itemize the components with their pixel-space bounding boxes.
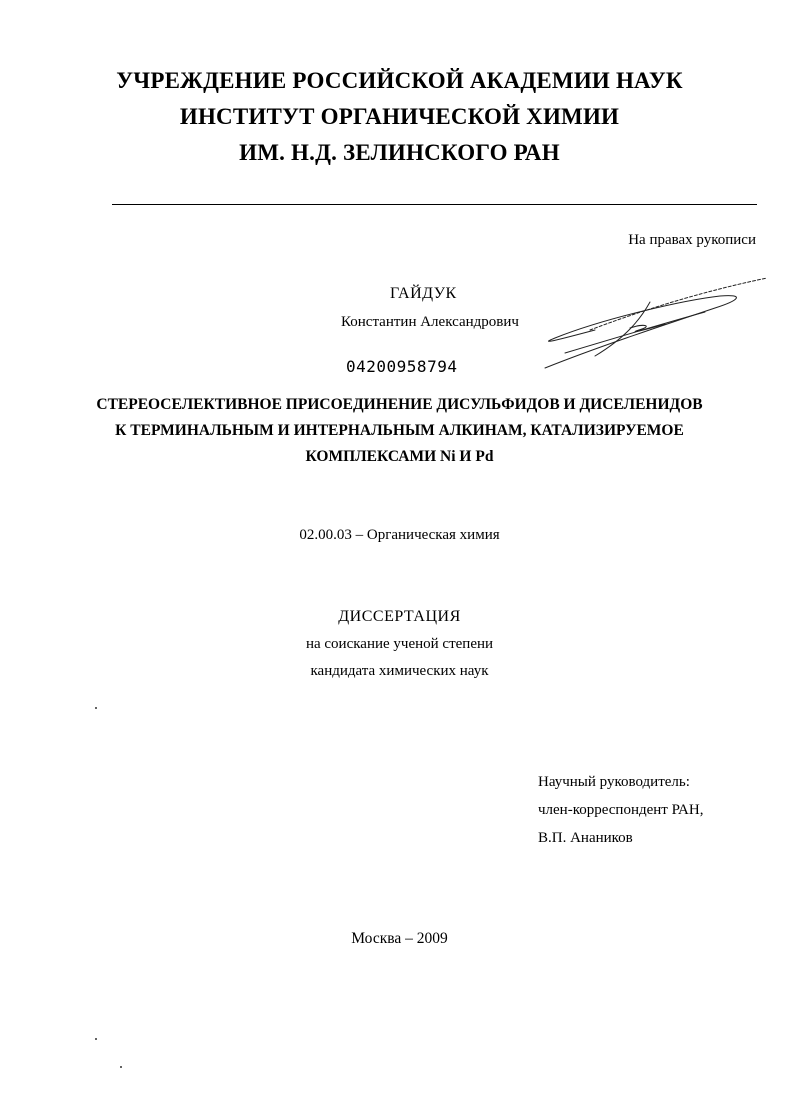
document-type: ДИССЕРТАЦИЯ	[338, 608, 461, 625]
degree-line-2: кандидата химических наук	[310, 663, 489, 679]
supervisor-name: В.П. Анаников	[538, 830, 633, 846]
manuscript-note: На правах рукописи	[628, 232, 756, 248]
supervisor-position: член-корреспондент РАН,	[538, 802, 704, 818]
signature-icon	[535, 268, 775, 378]
scan-speck	[95, 1038, 97, 1040]
stamp-number: 04200958794	[346, 357, 458, 376]
institution-line-3: ИМ. Н.Д. ЗЕЛИНСКОГО РАН	[239, 140, 560, 165]
specialty: 02.00.03 – Органическая химия	[299, 527, 500, 543]
place-date: Москва – 2009	[351, 930, 448, 947]
scan-speck	[120, 1066, 122, 1068]
supervisor-label: Научный руководитель:	[538, 774, 690, 790]
institution-line-2: ИНСТИТУТ ОРГАНИЧЕСКОЙ ХИМИИ	[179, 104, 620, 129]
title-line-1: СТЕРЕОСЕЛЕКТИВНОЕ ПРИСОЕДИНЕНИЕ ДИСУЛЬФИДОВ И ДИСЕЛЕНИДОВ	[96, 396, 703, 413]
author-first-names: Константин Александрович	[341, 314, 519, 330]
degree-line-1: на соискание ученой степени	[305, 636, 494, 652]
scan-speck	[95, 707, 97, 709]
author-surname: ГАЙДУК	[390, 285, 457, 302]
header-divider	[112, 204, 757, 205]
title-line-3: КОМПЛЕКСАМИ Ni И Pd	[305, 448, 494, 465]
institution-line-1: УЧРЕЖДЕНИЕ РОССИЙСКОЙ АКАДЕМИИ НАУК	[116, 68, 683, 93]
title-line-2: К ТЕРМИНАЛЬНЫМ И ИНТЕРНАЛЬНЫМ АЛКИНАМ, КАТАЛИЗИРУЕМОЕ	[115, 422, 684, 439]
